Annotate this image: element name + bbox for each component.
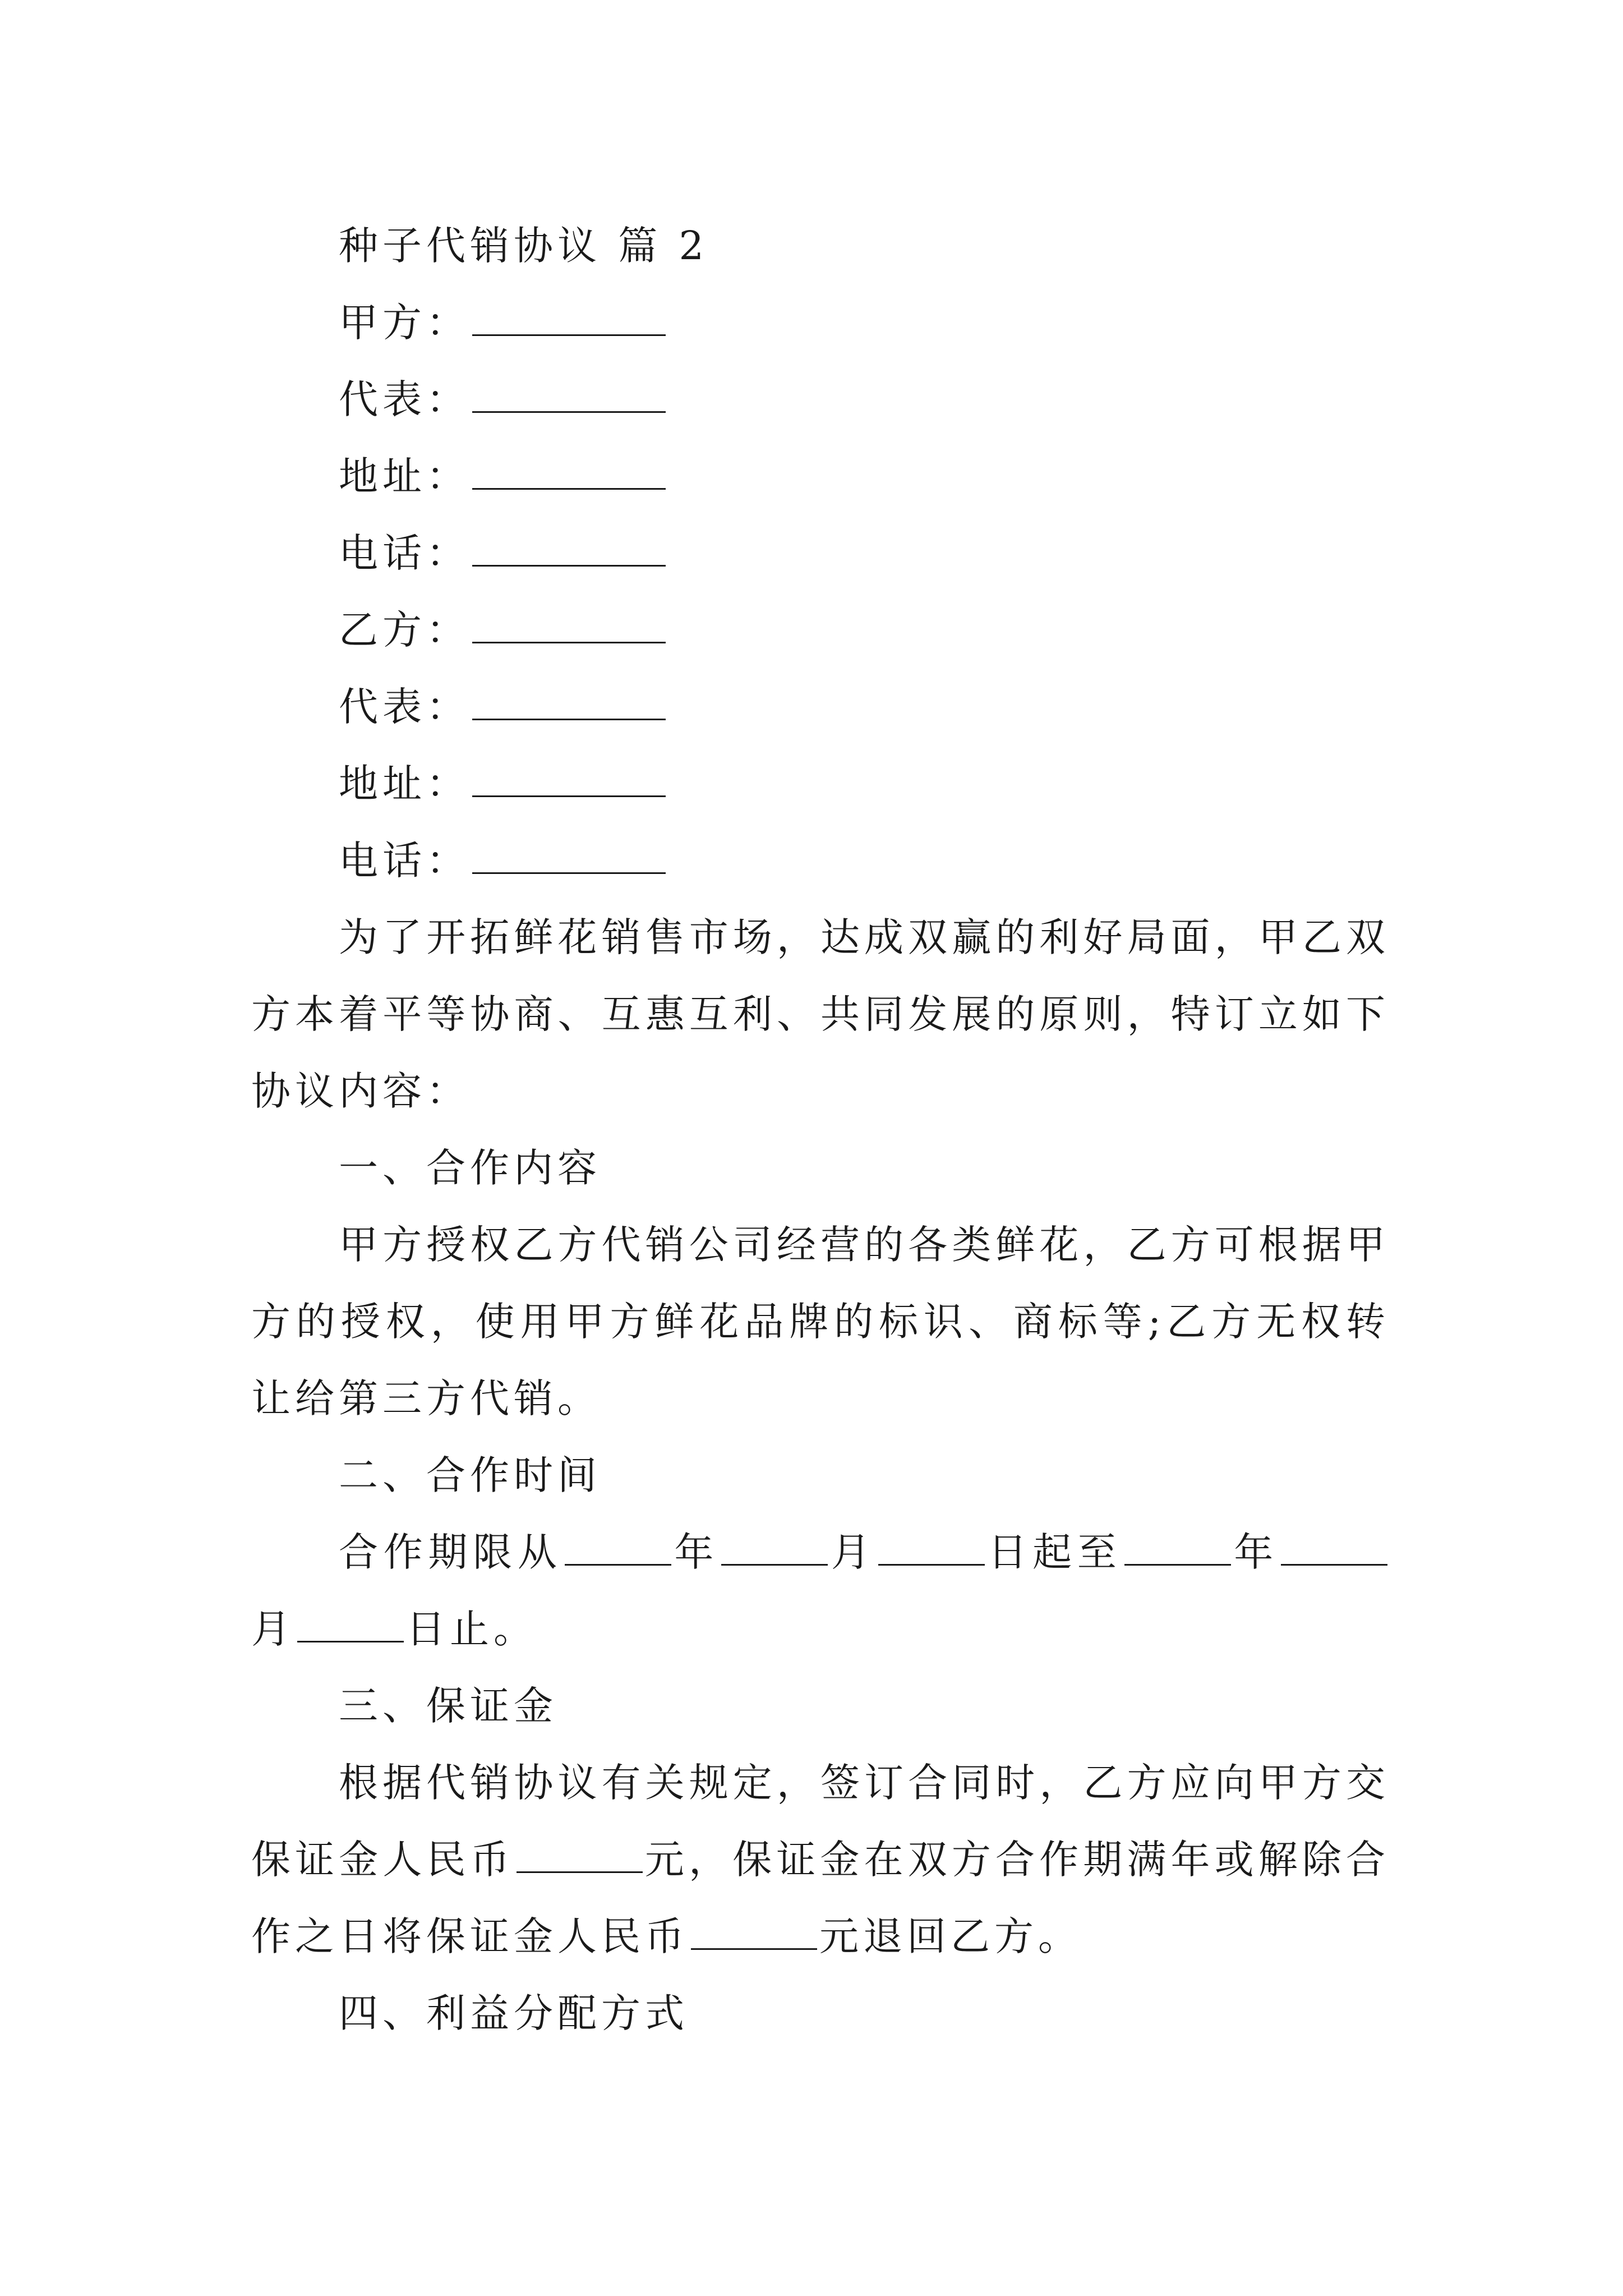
party-a-name-blank bbox=[472, 330, 666, 336]
document-content bbox=[251, 208, 1390, 2052]
party-a-address-blank bbox=[472, 484, 666, 490]
deposit-text-a: 根据代销协议有关规定，签订合同时，乙方应向甲方交保证金人民币 bbox=[251, 1760, 1390, 1883]
party-a-name-line bbox=[251, 284, 1390, 361]
party-a-rep-blank bbox=[472, 407, 666, 413]
party-b-rep-blank bbox=[472, 714, 666, 720]
start-year-label: 年 bbox=[673, 1529, 720, 1575]
document-title: 种子代销协议 篇 2 bbox=[339, 223, 709, 269]
section-1-heading: 一、合作内容 bbox=[339, 1145, 601, 1191]
start-day-label: 日起至 bbox=[986, 1529, 1122, 1575]
party-a-address-label: 地址： bbox=[339, 453, 470, 499]
party-b-phone-label: 电话： bbox=[339, 838, 470, 884]
party-a-address-line bbox=[251, 438, 1390, 515]
end-day-label: 日止。 bbox=[406, 1606, 537, 1652]
party-b-address-label: 地址： bbox=[339, 761, 470, 807]
start-day-blank bbox=[878, 1559, 985, 1566]
end-month-label: 月 bbox=[251, 1606, 295, 1652]
section-3-body bbox=[251, 1745, 1390, 1975]
party-b-name-line bbox=[251, 592, 1390, 669]
section-2-body bbox=[251, 1514, 1390, 1668]
section-3-heading: 三、保证金 bbox=[339, 1683, 557, 1729]
start-year-blank bbox=[565, 1559, 671, 1566]
end-year-label: 年 bbox=[1233, 1529, 1279, 1575]
party-a-rep-line bbox=[251, 361, 1390, 438]
party-b-address-blank bbox=[472, 791, 666, 797]
party-a-phone-blank bbox=[472, 560, 666, 567]
party-a-rep-label: 代表： bbox=[339, 376, 470, 422]
end-year-blank bbox=[1124, 1559, 1231, 1566]
party-b-phone-blank bbox=[472, 868, 666, 874]
party-b-phone-line bbox=[251, 822, 1390, 899]
intro-paragraph: 为了开拓鲜花销售市场，达成双赢的利好局面，甲乙双方本着平等协商、互惠互利、共同发展的原则，特订立如下协议内容： bbox=[251, 914, 1390, 1114]
end-month-blank bbox=[1281, 1559, 1387, 1566]
deposit-amount-blank bbox=[517, 1867, 643, 1873]
party-b-name-blank bbox=[472, 637, 666, 643]
period-start-text: 合作期限从 bbox=[339, 1529, 562, 1575]
party-a-name-label: 甲方： bbox=[339, 300, 470, 346]
deposit-text-c: 元退回乙方。 bbox=[819, 1913, 1082, 1959]
end-day-blank bbox=[297, 1636, 404, 1642]
party-b-rep-line bbox=[251, 669, 1390, 746]
party-a-phone-label: 电话： bbox=[339, 530, 470, 576]
party-b-address-line bbox=[251, 746, 1390, 822]
party-a-phone-line bbox=[251, 515, 1390, 592]
party-b-rep-label: 代表： bbox=[339, 684, 470, 730]
section-1-body: 甲方授权乙方代销公司经营的各类鲜花，乙方可根据甲方的授权，使用甲方鲜花品牌的标识、商标等;乙方无权转让给第三方代销。 bbox=[251, 1222, 1390, 1421]
start-month-label: 月 bbox=[830, 1529, 876, 1575]
deposit-text-b: 元，保证金在双方合作期满年或解除合作之日将保证金人民币 bbox=[251, 1837, 1390, 1959]
section-2-heading: 二、合作时间 bbox=[339, 1452, 601, 1498]
party-b-name-label: 乙方： bbox=[339, 607, 470, 653]
start-month-blank bbox=[721, 1559, 828, 1566]
refund-amount-blank bbox=[691, 1944, 817, 1950]
section-4-heading: 四、利益分配方式 bbox=[339, 1990, 689, 2036]
